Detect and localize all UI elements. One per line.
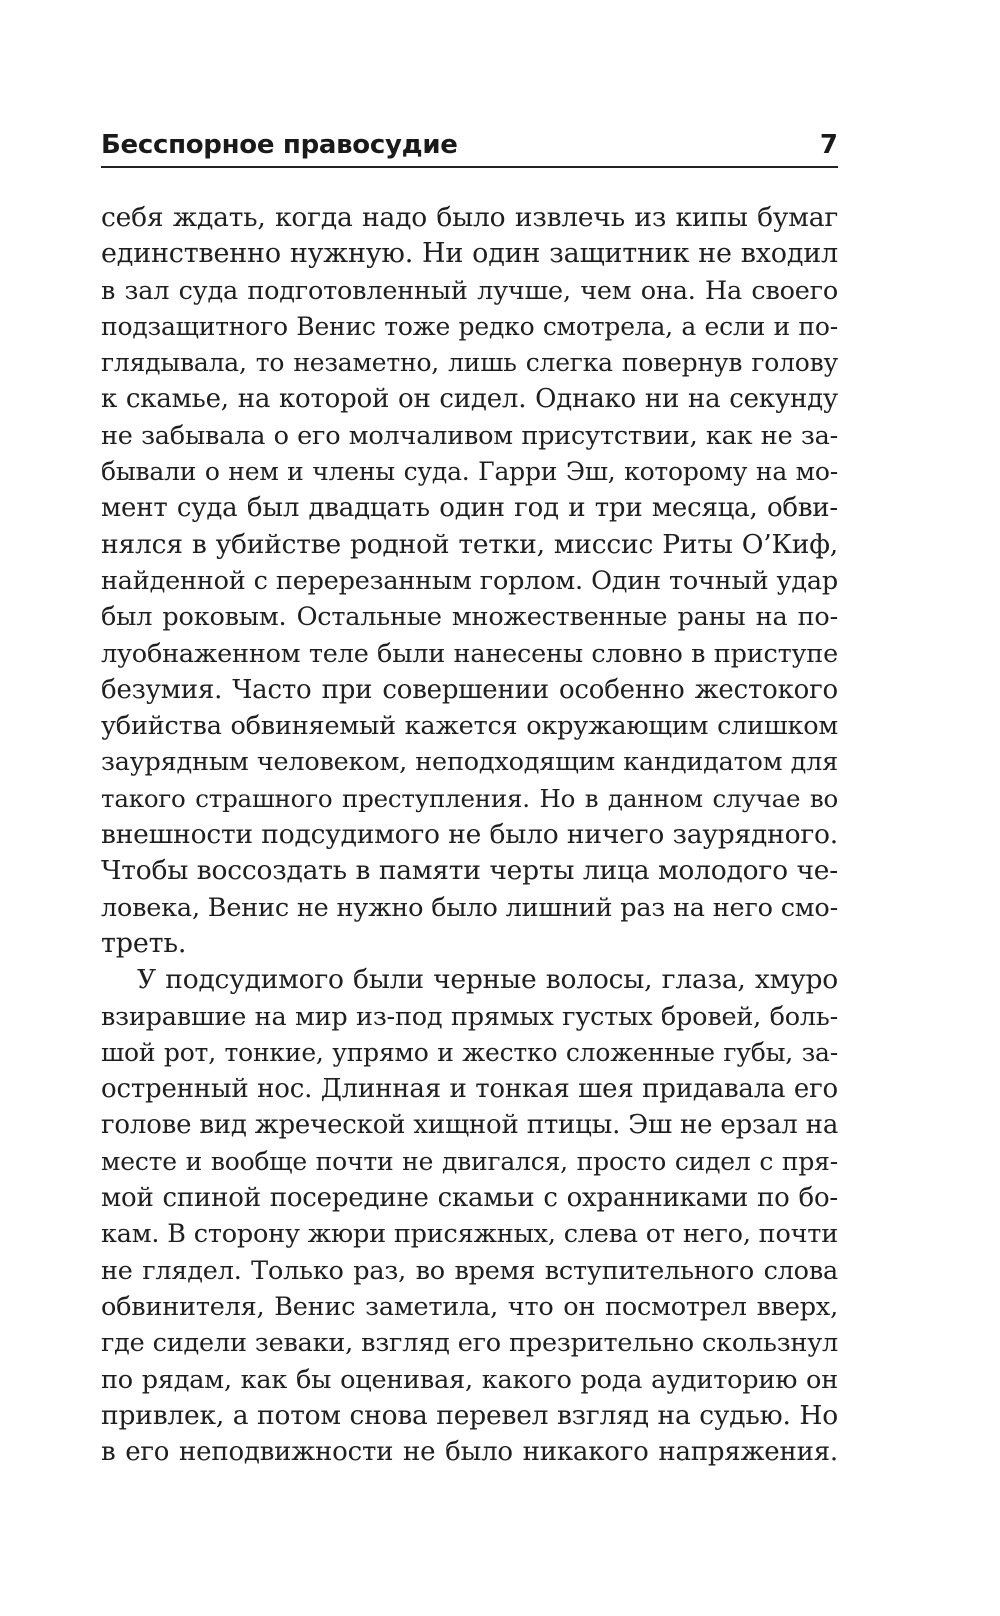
text-line: по рядам, как бы оценивая, какого рода аудиторию он <box>101 1364 838 1395</box>
text-line: в зал суда подготовленный лучше, чем она. На своего <box>101 275 838 306</box>
running-head <box>101 128 838 168</box>
text-line: не забывала о его молчаливом присутствии, как не за- <box>101 420 838 451</box>
text-line: остренный нос. Длинная и тонкая шея придавала его <box>101 1074 838 1105</box>
text-line: месте и вообще почти не двигался, просто сидел с пря- <box>101 1146 838 1176</box>
text-line: подзащитного Венис тоже редко смотрела, а если и по- <box>101 311 838 341</box>
text-line: шой рот, тонкие, упрямо и жестко сложенные губы, за- <box>101 1037 838 1067</box>
text-line: в его неподвижности не было никакого напряжения. <box>101 1437 838 1468</box>
text-line: голове вид жреческой хищной птицы. Эш не ерзал на <box>101 1110 839 1141</box>
page-number: 7 <box>819 130 838 160</box>
text-line: безумия. Часто при совершении особенно жестокого <box>101 674 838 705</box>
text-line: внешности подсудимого не было ничего заурядного. <box>101 819 838 851</box>
text-line: мой спиной посередине скамьи с охранниками по бо- <box>101 1183 838 1214</box>
text-line: У подсудимого были черные волосы, глаза, хмуро <box>137 964 838 996</box>
text-line: взиравшие на мир из-под прямых густых бровей, боль- <box>101 1001 838 1032</box>
text-line: был роковым. Остальные множественные раны на по- <box>101 602 838 633</box>
text-line: единственно нужную. Ни один защитник не входил <box>101 238 838 270</box>
text-line: к скамье, на которой он сидел. Однако ни на секунду <box>101 384 838 415</box>
body-text <box>101 200 838 1470</box>
book-title: Бесспорное правосудие <box>101 130 458 160</box>
text-line: такого страшного преступления. Но в данном случае во <box>101 783 838 813</box>
text-line: найденной с перерезанным горлом. Один точный удар <box>101 565 838 596</box>
text-line: луобнаженном теле были нанесены словно в приступе <box>101 638 838 669</box>
text-line: бывали о нем и члены суда. Гарри Эш, которому на мо- <box>101 457 838 487</box>
text-line: нялся в убийстве родной тетки, миссис Риты О’Киф, <box>101 528 838 560</box>
text-line: кам. В сторону жюри присяжных, слева от него, почти <box>101 1219 838 1250</box>
text-line: привлек, а потом снова перевел взгляд на судью. Но <box>101 1399 838 1431</box>
text-line: заурядным человеком, неподходящим кандидатом для <box>101 747 838 778</box>
text-line: себя ждать, когда надо было извлечь из кипы бумаг <box>101 202 838 233</box>
text-line: обвинителя, Венис заметила, что он посмотрел вверх, <box>101 1291 838 1322</box>
text-line: глядывала, то незаметно, лишь слегка повернув голову <box>101 348 838 378</box>
text-line: мент суда был двадцать один год и три месяца, обви- <box>101 493 838 524</box>
text-line: убийства обвиняемый кажется окружающим слишком <box>101 711 838 742</box>
text-line: не глядел. Только раз, во время вступительного слова <box>101 1255 838 1286</box>
text-line: где сидели зеваки, взгляд его презрительно скользнул <box>101 1328 838 1359</box>
text-line: Чтобы воссоздать в памяти черты лица молодого че- <box>101 855 838 887</box>
text-line: треть. <box>101 927 187 959</box>
text-line: ловека, Венис не нужно было лишний раз на него смо- <box>101 892 838 923</box>
